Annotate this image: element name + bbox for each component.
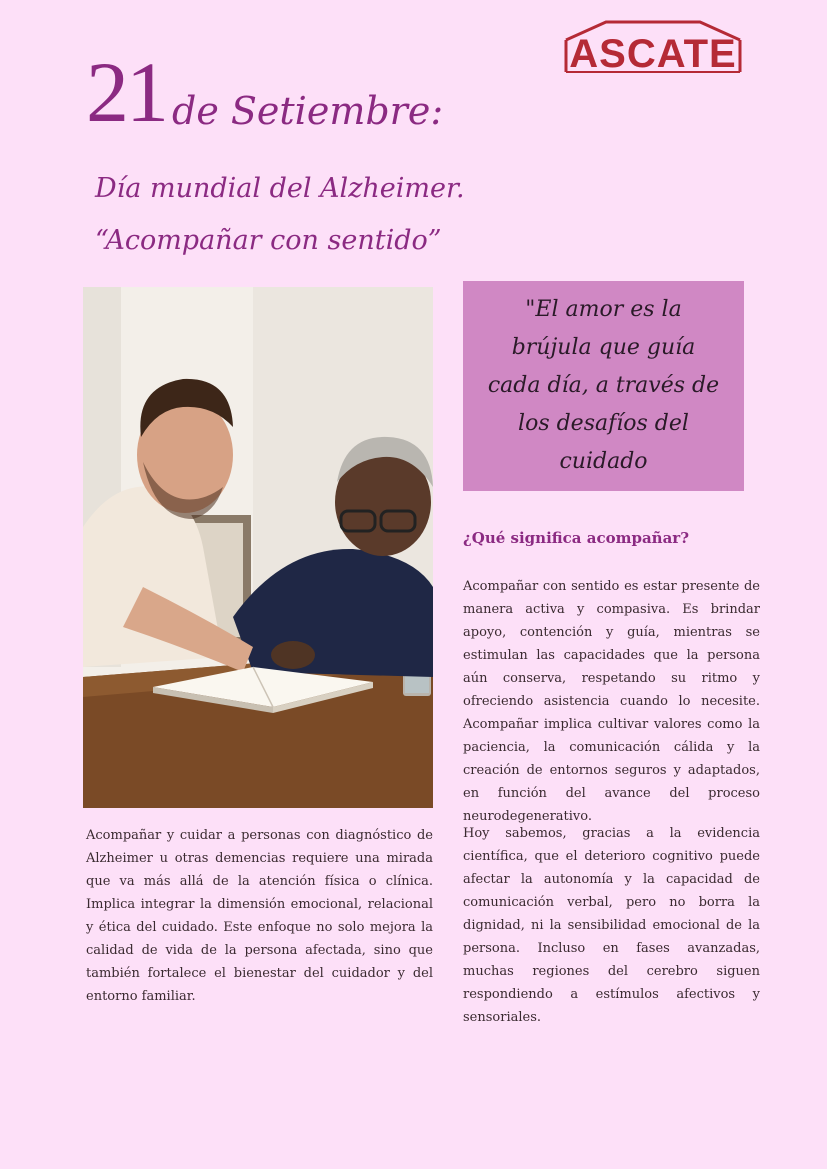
section-title: ¿Qué significa acompañar? [463,529,689,547]
intro-paragraph: Acompañar y cuidar a personas con diagnóstico de Alzheimer u otras demencias requiere una mirada que va más allá de la atención física o clínica. Implica integrar la dimensión emocional, relacional y ética del cuidado. Este enfoque no solo mejora la calidad de vida de la persona afectada, sino que también fortalece el bienestar del cuidador y del entorno familiar. [86,828,433,1004]
logo-text: ASCATE [569,32,737,76]
section-paragraph-1: Acompañar con sentido es estar presente de manera activa y compasiva. Es brindar apoyo, contención y guía, mientras se estimulan las capacidades que la persona aún conserva, respetando su ritmo y ofreciendo asistencia cuando lo necesite. Acompañar implica cultivar valores como la paciencia, la comunicación cálida y la creación de entornos seguros y adaptados, en función del avance del proceso neurodegenerativo. [463,579,760,824]
date-number: 21 [86,44,166,140]
quote-text: "El amor es la brújula que guía cada día, a través de los desafíos del cuidado [487,297,720,474]
section-paragraph-2: Hoy sabemos, gracias a la evidencia científica, que el deterioro cognitivo puede afectar la autonomía y la capacidad de comunicación verbal, pero no borra la dignidad, ni la sensibilidad emocional de la persona. Incluso en fases avanzadas, muchas regiones del cerebro siguen respondiendo a estímulos afectivos y sensoriales. [463,826,760,1025]
subtitle-line-1: Día mundial del Alzheimer. [95,173,465,204]
quote-box [463,281,744,491]
subtitle-line-2: “Acompañar con sentido” [95,225,442,256]
caregiver-photo [83,287,433,808]
date-text: de Setiembre: [172,89,444,133]
ascate-logo [562,18,744,76]
